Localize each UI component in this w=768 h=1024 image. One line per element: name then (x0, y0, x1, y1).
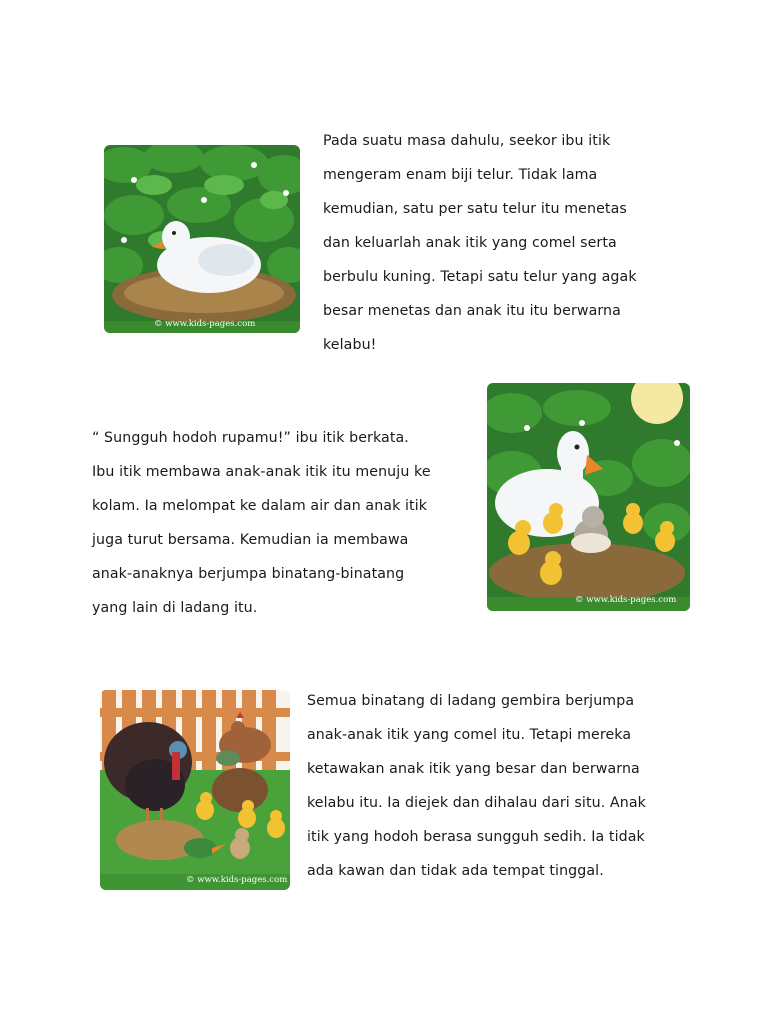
illustration-mother-duck-nest (104, 145, 300, 333)
paragraph-3-line: kelabu itu. Ia diejek dan dihalau dari situ. Anak (307, 795, 646, 811)
paragraph-2 (92, 421, 431, 625)
paragraph-3 (307, 684, 646, 888)
illustration-farm-animals (100, 690, 290, 890)
paragraph-3-line: Semua binatang di ladang gembira berjumpa (307, 693, 635, 709)
paragraph-1-line: besar menetas dan anak itu itu berwarna (323, 303, 621, 319)
mother-duck-nest-drawing (104, 145, 300, 333)
paragraph-2-line: anak-anaknya berjumpa binatang-binatang (92, 566, 405, 582)
paragraph-2-line: kolam. Ia melompat ke dalam air dan anak itik (92, 498, 428, 514)
paragraph-3-line: itik yang hodoh berasa sungguh sedih. Ia tidak (307, 829, 645, 845)
paragraph-3-line: ketawakan anak itik yang besar dan berwarna (307, 761, 640, 777)
paragraph-2-line: “ Sungguh hodoh rupamu!” ibu itik berkata. (92, 430, 409, 446)
paragraph-1-line: berbulu kuning. Tetapi satu telur yang agak (323, 269, 637, 285)
paragraph-1-line: Pada suatu masa dahulu, seekor ibu itik (323, 133, 611, 149)
image-credit-3: © www.kids-pages.com (186, 875, 288, 885)
paragraph-1-line: kemudian, satu per satu telur itu menetas (323, 201, 627, 217)
paragraph-1-line: mengeram enam biji telur. Tidak lama (323, 167, 598, 183)
paragraph-1-line: dan keluarlah anak itik yang comel serta (323, 235, 617, 251)
farm-animals-drawing (100, 690, 290, 890)
image-credit-2: © www.kids-pages.com (575, 595, 677, 605)
illustration-duck-with-ducklings (487, 383, 690, 611)
paragraph-1 (323, 124, 637, 362)
duck-ducklings-drawing (487, 383, 690, 611)
image-credit-1: © www.kids-pages.com (154, 319, 256, 329)
paragraph-1-line: kelabu! (323, 337, 377, 353)
paragraph-2-line: Ibu itik membawa anak-anak itik itu menuju ke (92, 464, 431, 480)
paragraph-2-line: juga turut bersama. Kemudian ia membawa (92, 532, 409, 548)
paragraph-2-line: yang lain di ladang itu. (92, 600, 258, 616)
paragraph-3-line: ada kawan dan tidak ada tempat tinggal. (307, 863, 604, 879)
paragraph-3-line: anak-anak itik yang comel itu. Tetapi mereka (307, 727, 632, 743)
